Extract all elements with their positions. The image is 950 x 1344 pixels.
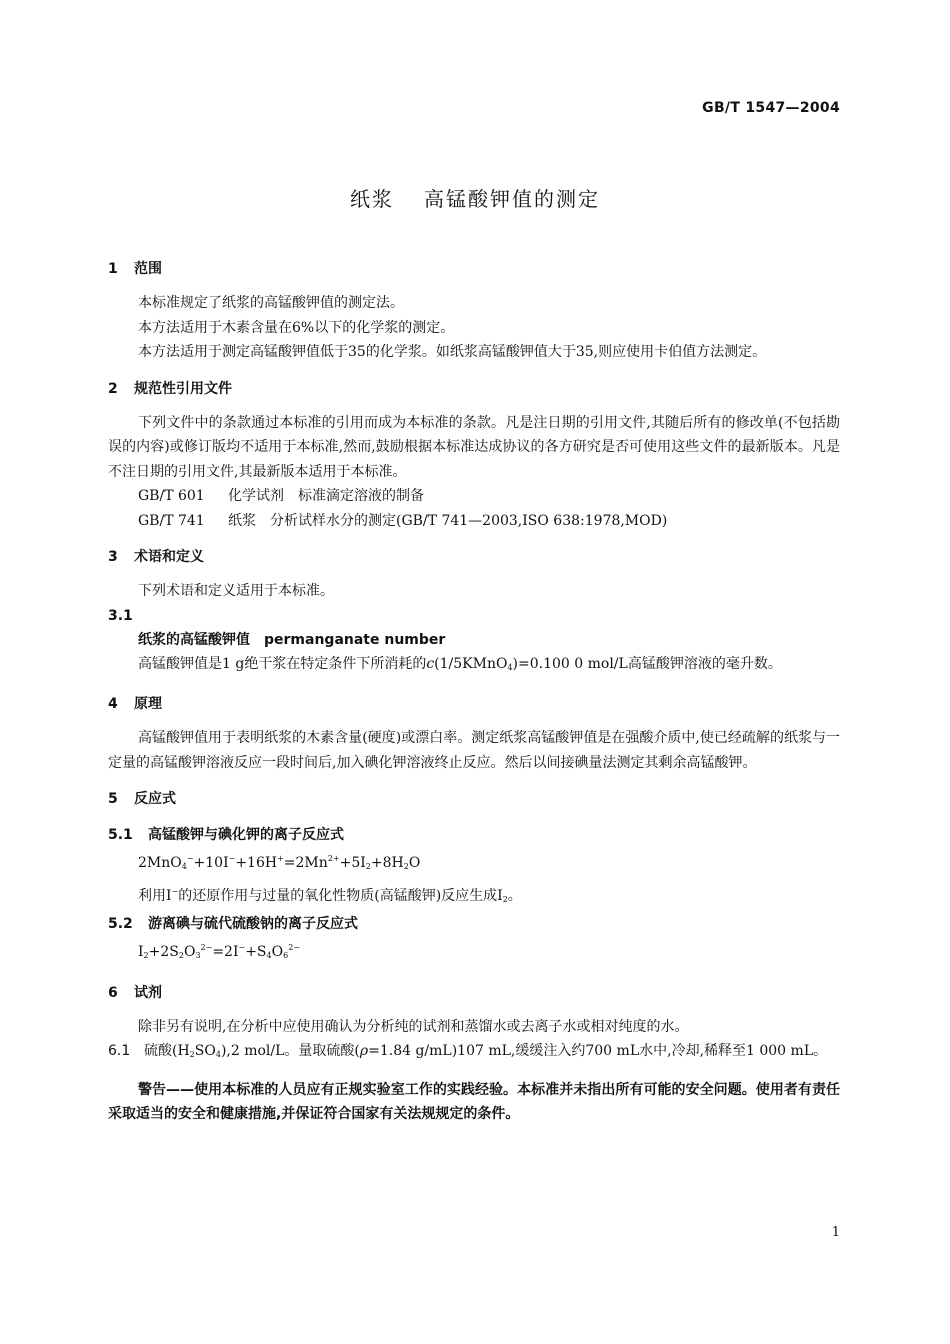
- section-6-paragraph-1: 除非另有说明,在分析中应使用确认为分析纯的试剂和蒸馏水或去离子水或相对纯度的水。: [138, 1018, 689, 1035]
- section-4-heading: 4 原理: [108, 696, 162, 712]
- title-part2: 高锰酸钾值的测定: [424, 187, 600, 211]
- section-1-heading: 1 范围: [108, 261, 162, 277]
- section-5-1-note: 利用I−的还原作用与过量的氧化性物质(高锰酸钾)反应生成$I_2$。: [138, 886, 522, 904]
- section-3-paragraph-1: 下列术语和定义适用于本标准。: [138, 583, 334, 599]
- document-title: [0, 183, 950, 212]
- section-5-heading: 5 反应式: [108, 791, 176, 807]
- section-1-paragraph-1: 本标准规定了纸浆的高锰酸钾值的测定法。: [138, 295, 404, 311]
- term-permanganate-number: 纸浆的高锰酸钾值 permanganate number: [138, 631, 446, 648]
- section-5-2-heading: 5.2 游离碘与硫代硫酸钠的离子反应式: [108, 916, 358, 932]
- section-6-1: 6.1 硫酸$(H_2SO_4),2$ mol/L。量取硫酸(ρ=1.84 g/mL)107 mL,缓缓注入约700 mL水中,冷却,稀释至1 000 mL。: [108, 1043, 828, 1059]
- section-2-heading: 2 规范性引用文件: [108, 380, 232, 397]
- safety-warning: 警告——使用本标准的人员应有正规实验室工作的实践经验。本标准并未指出所有可能的安全问题。使用者有责任采取适当的安全和健康措施,并保证符合国家有关法规规定的条件。: [108, 1081, 840, 1122]
- standard-code: GB/T 1547—2004: [702, 100, 840, 116]
- section-2-paragraph-1: 下列文件中的条款通过本标准的引用而成为本标准的条款。凡是注日期的引用文件,其随后所有的修改单(不包括勘误的内容)或修订版均不适用于本标准,然而,鼓励根据本标准达成协议的各方研究是否可使用这些文件的最新版本。凡是不注日期的引用文件,其最新版本适用于本标准。: [108, 414, 840, 480]
- section-3-heading: 3 术语和定义: [108, 549, 204, 565]
- section-4-paragraph-1: 高锰酸钾值用于表明纸浆的木素含量(硬度)或漂白率。测定纸浆高锰酸钾值是在强酸介质中,使已经疏解的纸浆与一定量的高锰酸钾溶液反应一段时间后,加入碘化钾溶液终止反应。然后以间接碘量法测定其剩余高锰酸钾。: [108, 730, 840, 771]
- reference-gbt741: GB/T 741 纸浆 分析试样水分的测定(GB/T 741—2003,ISO 638:1978,MOD): [138, 512, 668, 529]
- title-part1: 纸浆: [350, 187, 394, 211]
- term-definition: 高锰酸钾值是1 g绝干浆在特定条件下所消耗的c(1/5KMnO$_4$)=0.100 0 mol/L高锰酸钾溶液的毫升数。: [138, 655, 782, 672]
- section-1-paragraph-2: 本方法适用于木素含量在6%以下的化学浆的测定。: [138, 319, 455, 336]
- page-number: 1: [831, 1225, 840, 1240]
- section-5-1-heading: 5.1 高锰酸钾与碘化钾的离子反应式: [108, 827, 344, 843]
- section-1-paragraph-3: 本方法适用于测定高锰酸钾值低于35的化学浆。如纸浆高锰酸钾值大于35,则应使用卡伯值方法测定。: [138, 344, 767, 360]
- section-6-heading: 6 试剂: [108, 984, 162, 1001]
- section-3-1-number: 3.1: [108, 607, 133, 624]
- reference-gbt601: GB/T 601 化学试剂 标准滴定溶液的制备: [138, 488, 424, 504]
- equation-permanganate-iodide: $2MnO_4^-+10I^-+16H^+=2Mn^{2+}+5I_2+8H_2O$: [138, 854, 421, 871]
- document-body: [108, 257, 840, 1127]
- equation-iodine-thiosulfate: $I_2+2S_2O_3^{2-}=2I^-+S_4O_6^{2-}$: [138, 943, 300, 960]
